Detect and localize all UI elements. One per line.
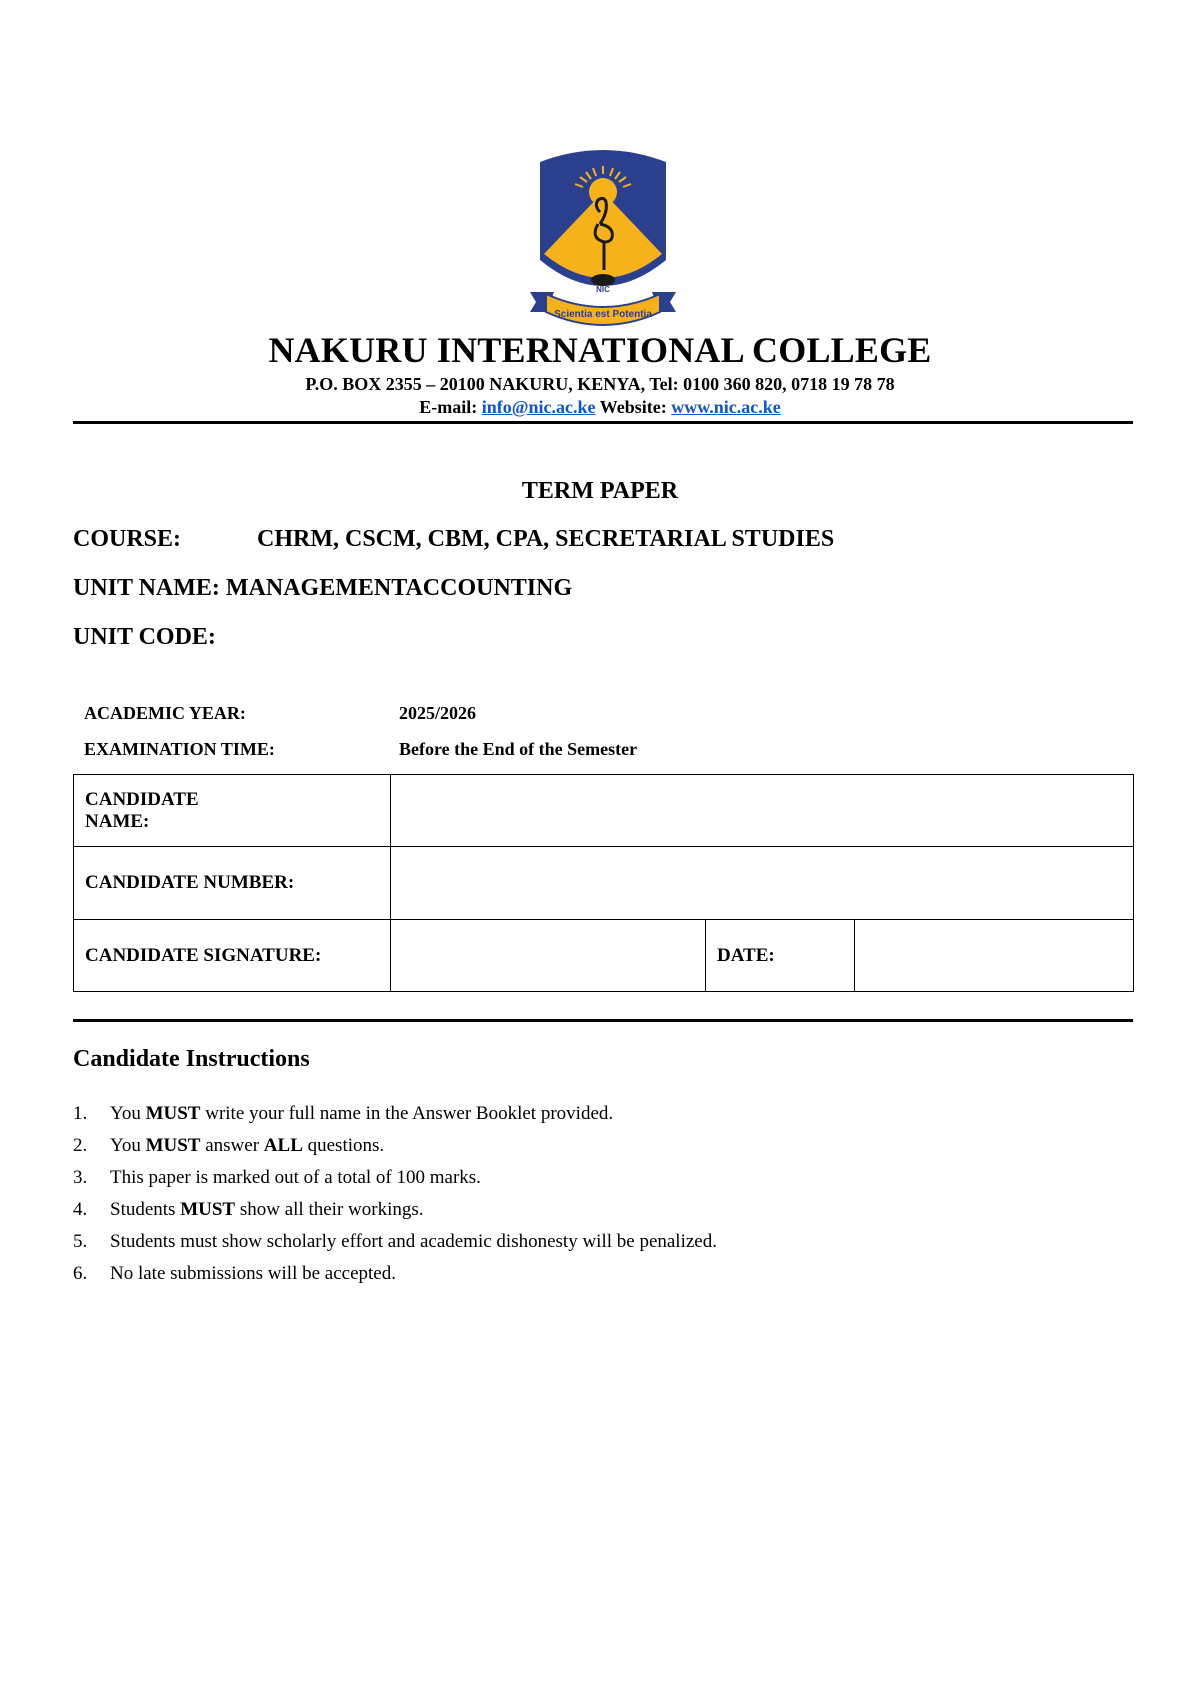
candidate-name-row: [74, 775, 1134, 847]
candidate-number-field[interactable]: [391, 847, 1134, 920]
instruction-text: No late submissions will be accepted.: [110, 1263, 396, 1284]
instructions-heading: Candidate Instructions: [73, 1046, 310, 1072]
course-label: COURSE:: [73, 526, 182, 552]
instruction-number: 4.: [73, 1199, 88, 1220]
instruction-emphasis: MUST: [145, 1135, 201, 1156]
instruction-item: [73, 1098, 717, 1130]
instructions-list: [73, 1098, 717, 1290]
instruction-emphasis: ALL: [263, 1135, 303, 1156]
instruction-number: 6.: [73, 1263, 88, 1284]
instruction-item: [73, 1130, 717, 1162]
academic-year-value: 2025/2026: [399, 703, 477, 723]
course-line: [73, 526, 835, 553]
unit-name-label: UNIT NAME:: [73, 575, 220, 601]
instruction-number: 3.: [73, 1167, 88, 1188]
course-value: CHRM, CSCM, CBM, CPA, SECRETARIAL STUDIES: [257, 526, 835, 552]
instruction-number: 1.: [73, 1103, 88, 1124]
email-label: E-mail:: [419, 397, 478, 417]
header-divider: [73, 421, 1133, 424]
instruction-item: [73, 1258, 717, 1290]
unit-code-label: UNIT CODE:: [73, 624, 216, 650]
instruction-item: [73, 1226, 717, 1258]
candidate-number-row: [74, 847, 1134, 920]
date-field[interactable]: [855, 920, 1134, 992]
instruction-text: Students must show scholarly effort and academic dishonesty will be penalized.: [110, 1231, 717, 1252]
candidate-name-label-line2: NAME:: [85, 810, 150, 832]
instruction-text: questions.: [302, 1135, 385, 1156]
crest-badge-text: NIC: [596, 285, 610, 294]
instruction-text: show all their workings.: [235, 1199, 424, 1220]
college-name: NAKURU INTERNATIONAL COLLEGE: [268, 330, 932, 370]
unit-name-line: [73, 575, 572, 602]
college-contact-line: [0, 397, 1200, 418]
date-label: DATE:: [706, 920, 855, 992]
email-link[interactable]: info@nic.ac.ke: [481, 397, 596, 417]
exam-time-label: EXAMINATION TIME:: [84, 739, 275, 759]
website-link[interactable]: www.nic.ac.ke: [671, 397, 781, 417]
exam-time-value: Before the End of the Semester: [399, 739, 638, 759]
instruction-emphasis: MUST: [145, 1103, 201, 1124]
instruction-text: This paper is marked out of a total of 100 marks.: [110, 1167, 481, 1188]
section-divider: [73, 1019, 1133, 1022]
candidate-signature-label: CANDIDATE SIGNATURE:: [74, 920, 391, 992]
unit-code-line: [73, 624, 216, 651]
instruction-text: write your full name in the Answer Booklet provided.: [200, 1103, 614, 1124]
instruction-number: 5.: [73, 1231, 88, 1252]
instruction-number: 2.: [73, 1135, 88, 1156]
candidate-signature-field[interactable]: [391, 920, 706, 992]
unit-name-value: MANAGEMENTACCOUNTING: [225, 575, 573, 601]
instruction-text: Students: [110, 1199, 181, 1220]
candidate-name-label: [74, 775, 391, 847]
candidate-number-label: CANDIDATE NUMBER:: [74, 847, 391, 920]
college-crest-logo: [528, 142, 678, 332]
instruction-text: You: [110, 1135, 146, 1156]
website-label: Website:: [599, 397, 667, 417]
instruction-item: [73, 1162, 717, 1194]
candidate-name-field[interactable]: [391, 775, 1134, 847]
college-address: P.O. BOX 2355 – 20100 NAKURU, KENYA, Tel: 0100 360 820, 0718 19 78 78: [305, 374, 895, 394]
instruction-item: [73, 1194, 717, 1226]
instruction-emphasis: MUST: [180, 1199, 236, 1220]
candidate-name-label-line1: CANDIDATE: [85, 788, 199, 810]
candidate-details-table: [73, 774, 1134, 992]
paper-title: TERM PAPER: [521, 478, 679, 504]
crest-motto: Scientia est Potentia: [554, 309, 652, 320]
candidate-signature-row: [74, 920, 1134, 992]
academic-year-label: ACADEMIC YEAR:: [84, 703, 246, 723]
instruction-text: You: [110, 1103, 146, 1124]
instruction-text: answer: [200, 1135, 264, 1156]
